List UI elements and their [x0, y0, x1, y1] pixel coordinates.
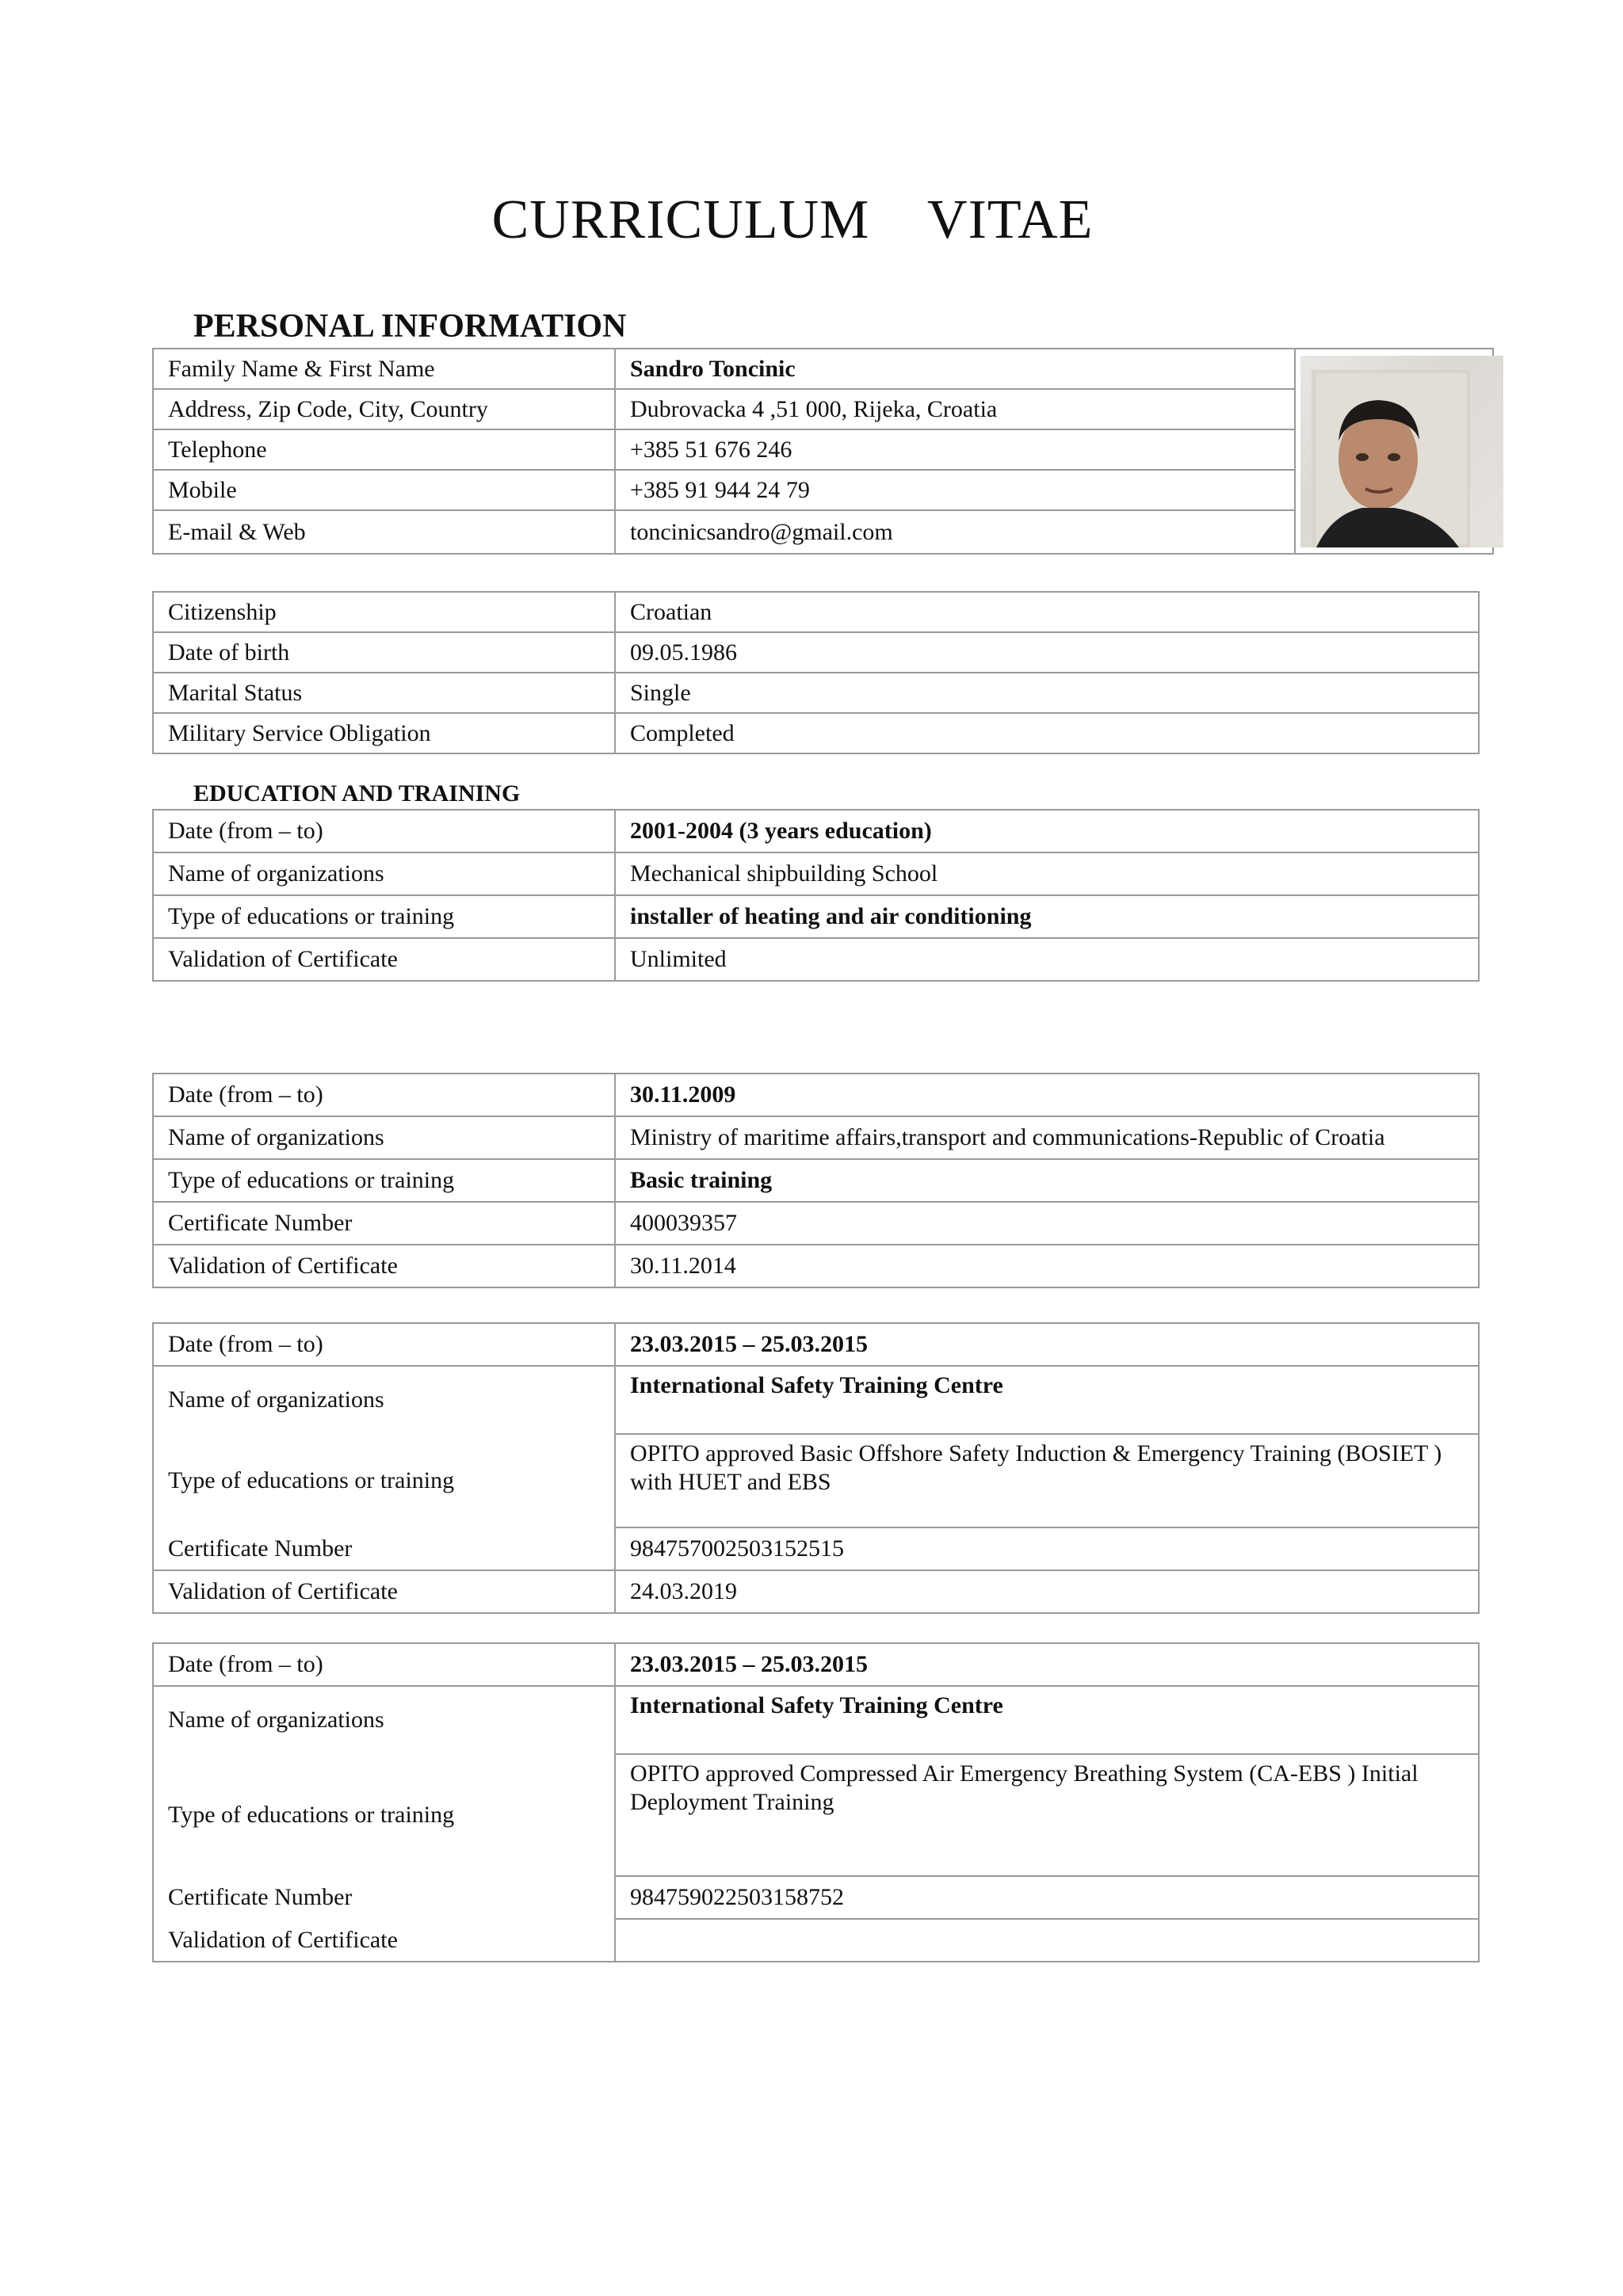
date-value: 2001-2004 (3 years education) — [615, 810, 1479, 852]
email-label: E-mail & Web — [153, 510, 615, 554]
certificate-number-label: Certificate Number — [153, 1527, 615, 1570]
training-type-label: Type of educations or training — [153, 895, 615, 938]
table-row — [153, 938, 1479, 981]
marital-status-label: Marital Status — [153, 673, 615, 713]
table-row — [153, 673, 1479, 713]
table-row — [153, 1366, 1479, 1434]
table-row — [153, 713, 1479, 753]
table-row — [153, 429, 1493, 470]
table-row — [153, 1643, 1479, 1686]
table-row — [153, 592, 1479, 632]
table-row — [153, 389, 1493, 429]
validation-label: Validation of Certificate — [153, 1245, 615, 1287]
table-row — [153, 1754, 1479, 1876]
telephone-label: Telephone — [153, 429, 615, 470]
table-row — [153, 1159, 1479, 1202]
validation-label: Validation of Certificate — [153, 938, 615, 981]
table-row — [153, 1570, 1479, 1613]
training-type-label: Type of educations or training — [153, 1434, 615, 1527]
training-type-label: Type of educations or training — [153, 1159, 615, 1202]
table-row — [153, 1074, 1479, 1116]
portrait-photo — [1300, 356, 1503, 547]
organization-label: Name of organizations — [153, 1366, 615, 1434]
name-label: Family Name & First Name — [153, 349, 615, 389]
validation-value: 24.03.2019 — [615, 1570, 1479, 1613]
table-row — [153, 1202, 1479, 1245]
date-label: Date (from – to) — [153, 1074, 615, 1116]
personal-information-table — [152, 348, 1494, 555]
education-heading: EDUCATION AND TRAINING — [193, 780, 521, 807]
personal-information-heading: PERSONAL INFORMATION — [193, 308, 627, 345]
date-of-birth-label: Date of birth — [153, 632, 615, 673]
training-type-value: OPITO approved Compressed Air Emergency Breathing System (CA-EBS ) Initial Deployment Training — [615, 1754, 1479, 1876]
table-row — [153, 852, 1479, 895]
table-row — [153, 1527, 1479, 1570]
citizenship-label: Citizenship — [153, 592, 615, 632]
validation-value: Unlimited — [615, 938, 1479, 981]
certificate-number-value: 400039357 — [615, 1202, 1479, 1245]
training-type-value: installer of heating and air conditioning — [615, 895, 1479, 938]
organization-value: International Safety Training Centre — [615, 1366, 1479, 1434]
date-label: Date (from – to) — [153, 810, 615, 852]
email-value[interactable]: toncinicsandro@gmail.com — [615, 510, 1295, 554]
table-row — [153, 632, 1479, 673]
education-block-4 — [152, 1642, 1480, 1962]
address-label: Address, Zip Code, City, Country — [153, 389, 615, 429]
date-of-birth-value: 09.05.1986 — [615, 632, 1479, 673]
mobile-value: +385 91 944 24 79 — [615, 470, 1295, 510]
date-label: Date (from – to) — [153, 1643, 615, 1686]
date-value: 23.03.2015 – 25.03.2015 — [615, 1323, 1479, 1366]
citizenship-value: Croatian — [615, 592, 1479, 632]
education-block-2 — [152, 1073, 1480, 1288]
table-row — [153, 1434, 1479, 1527]
organization-label: Name of organizations — [153, 852, 615, 895]
training-type-value: OPITO approved Basic Offshore Safety Induction & Emergency Training (BOSIET ) with HUET and EBS — [615, 1434, 1479, 1527]
mobile-label: Mobile — [153, 470, 615, 510]
address-value: Dubrovacka 4 ,51 000, Rijeka, Croatia — [615, 389, 1295, 429]
education-block-3 — [152, 1322, 1480, 1614]
table-row — [153, 1116, 1479, 1159]
validation-label: Validation of Certificate — [153, 1570, 615, 1613]
date-value: 30.11.2009 — [615, 1074, 1479, 1116]
table-row — [153, 470, 1493, 510]
military-service-label: Military Service Obligation — [153, 713, 615, 753]
date-label: Date (from – to) — [153, 1323, 615, 1366]
training-type-value: Basic training — [615, 1159, 1479, 1202]
table-row — [153, 810, 1479, 852]
certificate-number-value: 984759022503158752 — [615, 1876, 1479, 1919]
organization-value: International Safety Training Centre — [615, 1686, 1479, 1754]
certificate-number-label: Certificate Number — [153, 1202, 615, 1245]
certificate-number-label: Certificate Number — [153, 1876, 615, 1919]
organization-value: Mechanical shipbuilding School — [615, 852, 1479, 895]
table-row — [153, 349, 1493, 389]
name-value: Sandro Toncinic — [615, 349, 1295, 389]
table-row — [153, 1686, 1479, 1754]
certificate-number-value: 984757002503152515 — [615, 1527, 1479, 1570]
personal-details-table — [152, 591, 1480, 754]
validation-label: Validation of Certificate — [153, 1919, 615, 1962]
table-row — [153, 510, 1493, 554]
training-type-label: Type of educations or training — [153, 1754, 615, 1876]
validation-value: 30.11.2014 — [615, 1245, 1479, 1287]
education-block-1 — [152, 809, 1480, 982]
telephone-value: +385 51 676 246 — [615, 429, 1295, 470]
photo-cell — [1295, 349, 1493, 554]
table-row — [153, 1919, 1479, 1962]
military-service-value: Completed — [615, 713, 1479, 753]
table-row — [153, 1323, 1479, 1366]
organization-label: Name of organizations — [153, 1686, 615, 1754]
table-row — [153, 1876, 1479, 1919]
table-row — [153, 1245, 1479, 1287]
organization-label: Name of organizations — [153, 1116, 615, 1159]
date-value: 23.03.2015 – 25.03.2015 — [615, 1643, 1479, 1686]
validation-value — [615, 1919, 1479, 1962]
document-title: CURRICULUM VITAE — [491, 189, 1094, 250]
table-row — [153, 895, 1479, 938]
marital-status-value: Single — [615, 673, 1479, 713]
organization-value: Ministry of maritime affairs,transport and communications-Republic of Croatia — [615, 1116, 1479, 1159]
